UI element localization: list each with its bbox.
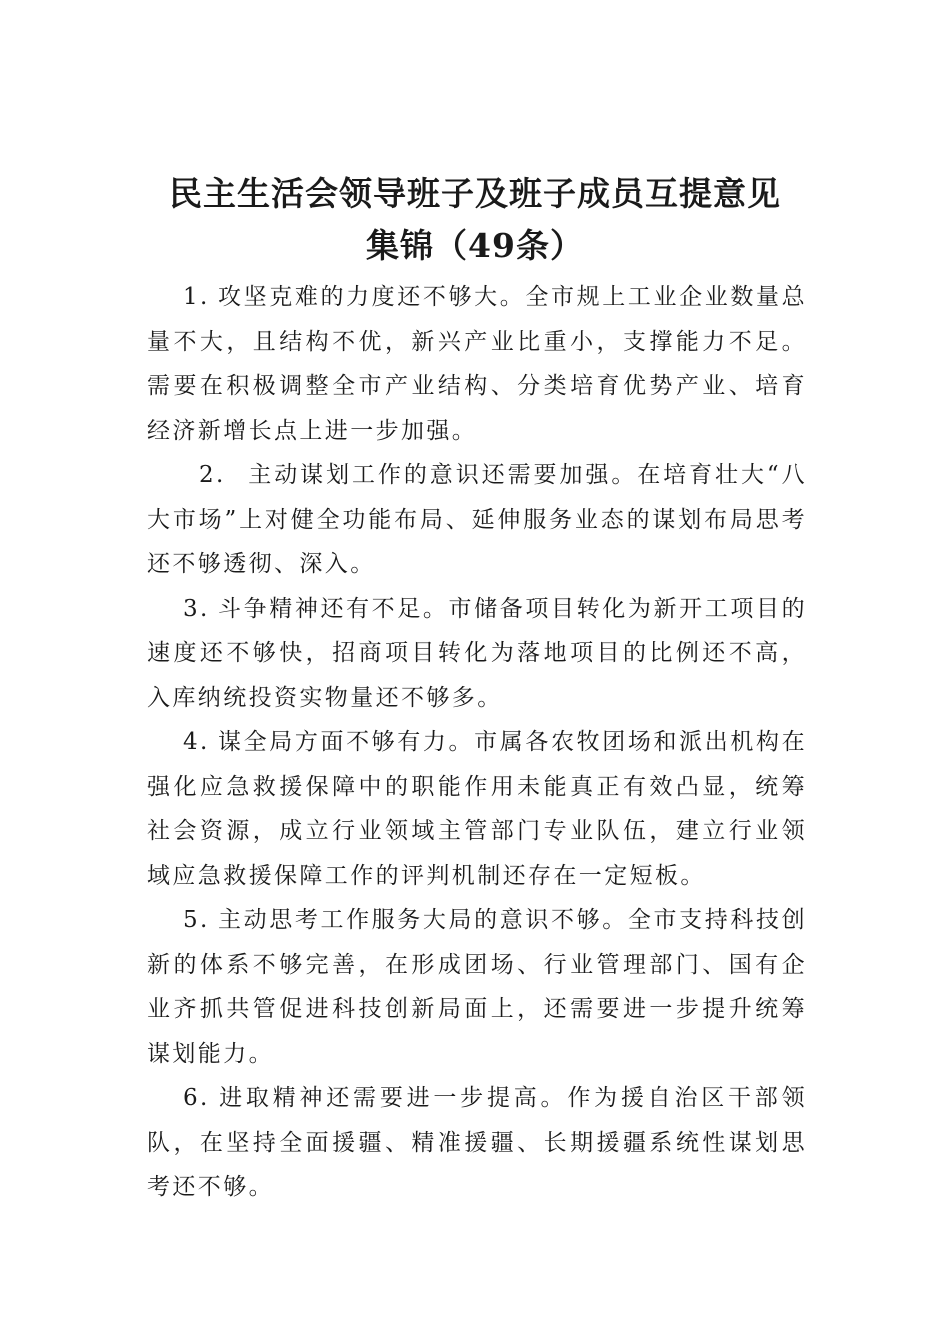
- list-item-2: [147, 453, 807, 587]
- list-item-number: 2.: [199, 462, 226, 488]
- list-item-number: 3.: [183, 595, 210, 622]
- list-item-text: 进取精神还需要进一步提高。作为援自治区干部领队，在坚持全面援疆、精准援疆、长期援疆系统性谋划思考还不够。: [147, 1085, 807, 1200]
- list-item-6: [147, 1076, 807, 1210]
- list-item-3: [147, 587, 807, 721]
- list-item-number: 1.: [183, 284, 210, 310]
- list-item-number: 5.: [183, 907, 210, 933]
- document-body: [147, 275, 807, 1210]
- document-title-line-2: 集锦（49条）: [366, 226, 584, 265]
- document-title: [120, 168, 830, 272]
- list-item-5: [147, 898, 807, 1076]
- document-title-line-1: 民主生活会领导班子及班子成员互提意见: [169, 174, 781, 213]
- list-item-text: 攻坚克难的力度还不够大。全市规上工业企业数量总量不大，且结构不优，新兴产业比重小，支撑能力不足。需要在积极调整全市产业结构、分类培育优势产业、培育经济新增长点上进一步加强。: [147, 284, 807, 444]
- list-item-1: [147, 275, 807, 453]
- list-item-text: 主动谋划工作的意识还需要加强。在培育壮大“八大市场”上对健全功能布局、延伸服务业态的谋划布局思考还不够透彻、深入。: [147, 462, 807, 577]
- list-item-number: 4.: [183, 729, 210, 755]
- list-item-text: 谋全局方面不够有力。市属各农牧团场和派出机构在强化应急救援保障中的职能作用未能真正有效凸显，统筹社会资源，成立行业领域主管部门专业队伍，建立行业领域应急救援保障工作的评判机制还存在一定短板。: [147, 729, 807, 889]
- list-item-4: [147, 720, 807, 898]
- list-item-text: 斗争精神还有不足。市储备项目转化为新开工项目的速度还不够快，招商项目转化为落地项目的比例还不高，入库纳统投资实物量还不够多。: [147, 595, 807, 711]
- list-item-number: 6.: [183, 1085, 210, 1111]
- list-item-text: 主动思考工作服务大局的意识不够。全市支持科技创新的体系不够完善，在形成团场、行业管理部门、国有企业齐抓共管促进科技创新局面上，还需要进一步提升统筹谋划能力。: [147, 907, 807, 1067]
